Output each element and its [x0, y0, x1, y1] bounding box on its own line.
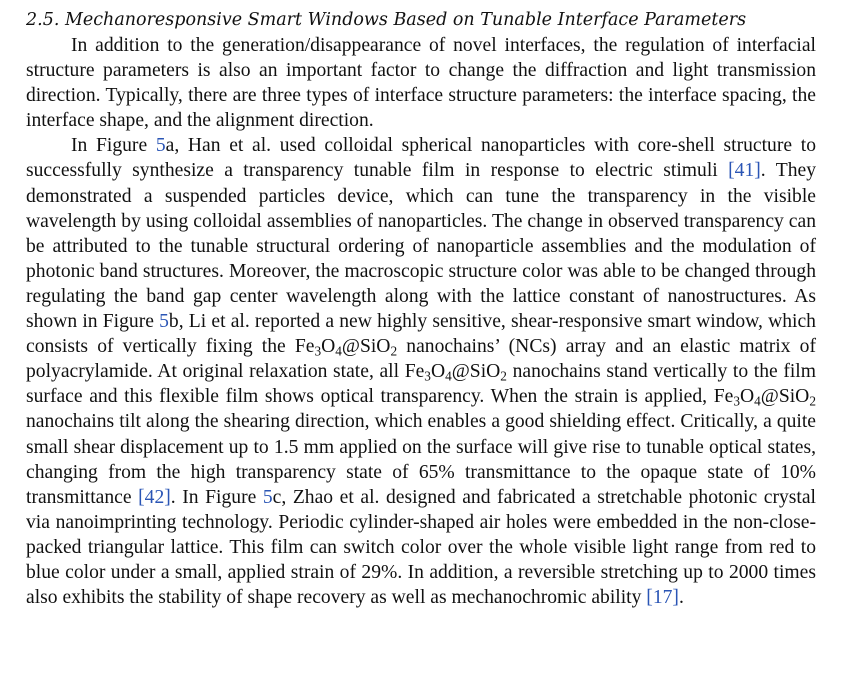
chemical-formula — [295, 336, 397, 357]
formula-subscript: 3 — [733, 394, 740, 410]
formula-subscript: 2 — [390, 343, 398, 359]
text-segment: a, Han et al. used colloidal spherical nanoparticles with core-shell structure to successfully synthesize a transparency tunable film in response to electric stimuli — [26, 135, 816, 182]
formula-subscript: 3 — [424, 368, 431, 384]
formula-subscript: 4 — [445, 368, 452, 384]
formula-subscript: 4 — [754, 394, 761, 410]
formula-element: Fe — [404, 361, 425, 383]
formula-element: Fe — [294, 336, 315, 358]
formula-element: @SiO — [341, 336, 391, 358]
chemical-formula — [405, 361, 507, 382]
section-number: 2.5. — [26, 10, 60, 30]
citation-17-link[interactable]: [17] — [646, 587, 679, 609]
figure-5-link[interactable]: 5 — [155, 135, 166, 157]
text-segment: In Figure — [71, 135, 156, 157]
section-heading — [26, 8, 816, 32]
text-segment: nanochains’ (NCs) array and an elastic matrix of polyacrylamide. At original relaxation state, all — [26, 336, 816, 383]
formula-element: @SiO — [760, 386, 810, 408]
paragraph-intro-text: In addition to the generation/disappearance of novel interfaces, the regulation of interfacial structure parameters is also an important factor to change the diffraction and light transmission direction. Typically, there are three types of interface structure parameters: the interface spacing, the interface shape, and the alignment direction. — [26, 35, 816, 132]
text-segment: c, Zhao et al. designed and fabricated a stretchable photonic crystal via nanoimprinting technology. Periodic cylinder-shaped air holes were embedded in the non-close-packed triangular lattice. This film can switch color over the whole visible light range from red to blue color under a small, applied strain of 29%. In addition, a reversible stretching up to 2000 times also exhibits the stability of shape recovery as well as mechanochromic ability — [26, 486, 816, 609]
formula-element: @SiO — [451, 361, 501, 383]
formula-subscript: 4 — [335, 343, 342, 359]
formula-element: O — [321, 336, 336, 358]
paragraph-intro — [26, 33, 816, 133]
document-page — [26, 8, 816, 610]
text-segment: b, Li et al. reported a new highly sensitive, shear-responsive smart window, which consists of vertically fixing the — [26, 311, 816, 358]
citation-42-link[interactable]: [42] — [138, 486, 171, 508]
formula-subscript: 2 — [809, 394, 816, 410]
formula-subscript: 3 — [314, 343, 322, 359]
text-segment: . They demonstrated a suspended particles device, which can tune the transparency in the visible wavelength by using colloidal assemblies of nanoparticles. The change in observed transparency can be attributed to the tunable structural ordering of nanoparticle assemblies and the modulation of photonic band structures. Moreover, the macroscopic structure color was able to be changed through regulating the band gap center wavelength along with the lattice constant of nanostructures. As shown in Figure — [26, 160, 816, 333]
citation-41-link[interactable]: [41] — [728, 160, 761, 182]
formula-element: Fe — [713, 386, 734, 408]
figure-5-link[interactable]: 5 — [159, 311, 169, 333]
paragraph-figure-5 — [26, 133, 816, 610]
figure-5-link[interactable]: 5 — [262, 486, 273, 508]
formula-element: O — [430, 361, 446, 383]
section-title: Mechanoresponsive Smart Windows Based on Tunable Interface Parameters — [64, 10, 747, 30]
formula-element: O — [739, 386, 755, 408]
text-segment: . — [678, 587, 684, 609]
text-segment: nanochains stand vertically to the film surface and this flexible film shows optical transparency. When the strain is applied, — [26, 361, 816, 408]
text-segment: nanochains tilt along the shearing direction, which enables a good shielding effect. Critically, a quite small shear displacement up to 1.5 mm applied on the surface will give rise to tunable optical states, changing from the high transparency state of 65% transmittance to the opaque state of 10% transmittance — [26, 411, 816, 508]
chemical-formula — [713, 386, 816, 410]
formula-subscript: 2 — [500, 368, 507, 384]
text-segment: . In Figure — [170, 486, 263, 508]
